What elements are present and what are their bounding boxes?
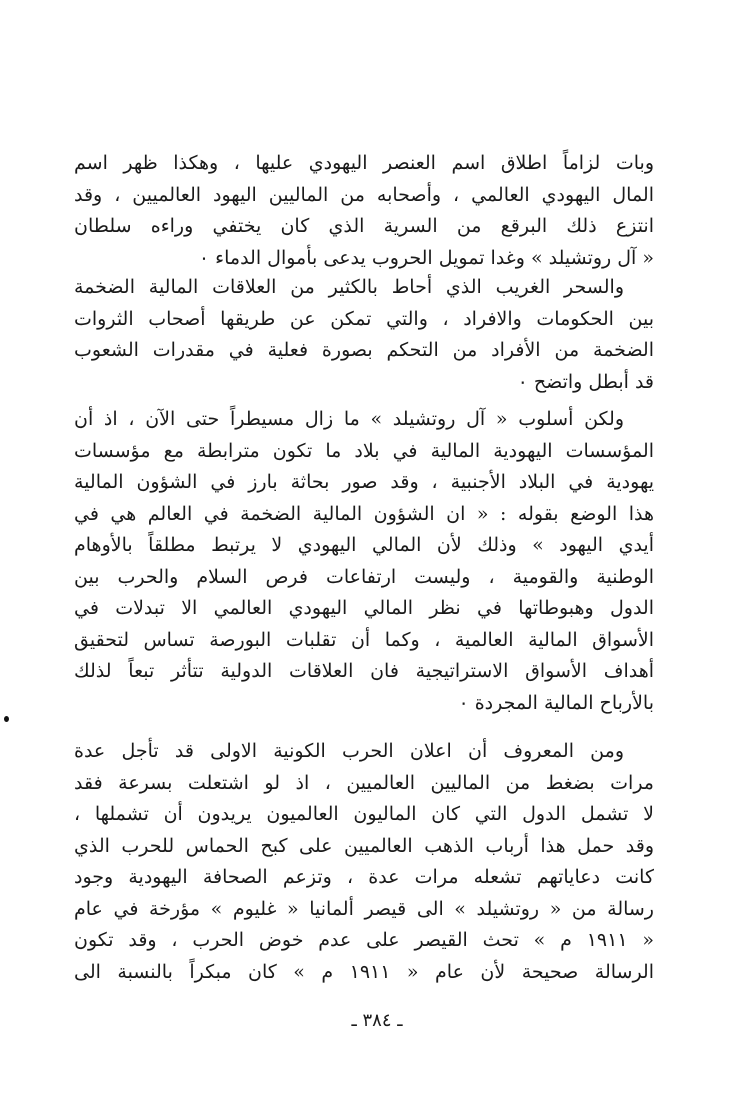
text-line: انتزع ذلك البرقع من السرية الذي كان يختفي وراءه سلطان [74, 215, 654, 237]
text-line: ومن المعروف أن اعلان الحرب الكونية الاولى قد تأجل عدة [74, 740, 624, 762]
text-line: والسحر الغريب الذي أحاط بالكثير من العلاقات المالية الضخمة [74, 276, 624, 298]
text-line: الضخمة من الأفراد من التحكم بصورة فعلية في مقدرات الشعوب [74, 339, 654, 361]
text-line: الوطنية والقومية ، وليست ارتفاعات فرص السلام والحرب بين [74, 565, 654, 588]
text-line: وبات لزاماً اطلاق اسم العنصر اليهودي عليها ، وهكذا ظهر اسم [74, 152, 654, 174]
text-line: رسالة من « روتشيلد » الى قيصر ألمانيا « غليوم » مؤرخة في عام [74, 897, 654, 920]
paragraph-3 [74, 404, 654, 719]
text-line: ولكن أسلوب « آل روتشيلد » ما زال مسيطراً حتى الآن ، اذ أن [74, 408, 624, 430]
text-line: وقد حمل هذا أرباب الذهب العالميين على كبح الحماس للحرب الذي [74, 834, 654, 857]
text-line: الدول وهبوطاتها في نظر المالي اليهودي العالمي الا تبدلات في [74, 597, 654, 619]
text-line: « آل روتشيلد » وغدا تمويل الحروب يدعى بأموال الدماء ٠ [198, 246, 654, 269]
text-line: هذا الوضع بقوله : « ان الشؤون المالية الضخمة في العالم هي في [74, 502, 654, 525]
margin-ink-dot [4, 716, 9, 722]
paragraph-4 [74, 736, 654, 988]
text-line: قد أبطل واتضح ٠ [517, 370, 654, 393]
text-line: بين الحكومات والافراد ، والتي تمكن عن طريقها أصحاب الثروات [74, 307, 654, 330]
text-line: كانت دعاياتهم تشعله مرات عدة ، وتزعم الصحافة اليهودية وجود [74, 866, 654, 888]
text-line: أيدي اليهود » وذلك لأن المالي اليهودي لا يرتبط مطلقاً بالأوهام [74, 534, 654, 556]
text-line: المؤسسات اليهودية المالية في بلاد ما تكون مترابطة مع مؤسسات [74, 439, 654, 462]
text-line: الرسالة صحيحة لأن عام « ١٩١١ م » كان مبكراً بالنسبة الى [74, 960, 654, 983]
paragraph-2 [74, 272, 654, 398]
text-line: المال اليهودي العالمي ، وأصحابه من الماليين اليهود العالميين ، وقد [74, 183, 654, 206]
text-line: يهودية في البلاد الأجنبية ، وقد صور بحاثة بارز في الشؤون المالية [74, 471, 654, 493]
text-line: بالأرباح المالية المجردة ٠ [458, 691, 654, 714]
text-line: الأسواق المالية العالمية ، وكما أن تقلبات البورصة تساس لتحقيق [74, 628, 654, 651]
text-line: مرات بضغط من الماليين العالميين ، اذ لو اشتعلت بسرعة فقد [74, 771, 654, 794]
text-line: أهداف الأسواق الاستراتيجية فان العلاقات الدولية تتأثر تبعاً لذلك [74, 660, 654, 682]
paragraph-1 [74, 148, 654, 274]
page-number: ـ ٣٨٤ ـ [351, 1010, 403, 1031]
text-line: لا تشمل الدول التي كان الماليون العالميون يريدون أن تشملها ، [74, 803, 654, 825]
text-line: « ١٩١١ م » تحث القيصر على عدم خوض الحرب ، وقد تكون [74, 929, 654, 951]
